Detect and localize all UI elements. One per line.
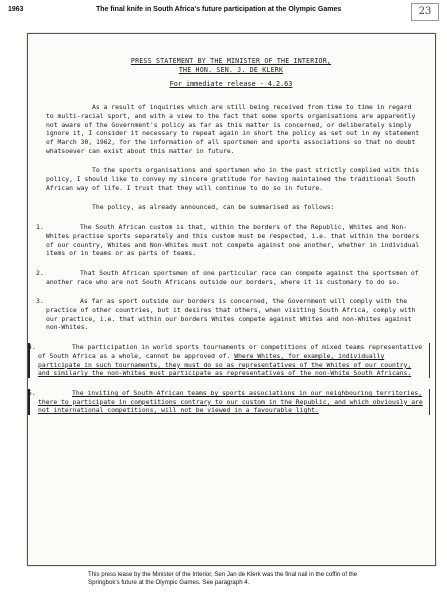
item-text-underlined: Where Whites, for example, individually participate in such tournaments, they must do so as representatives of the Whites of our country, and similarly the non-Whites must participate as representatives of the non-White South Africans. xyxy=(38,351,412,378)
item-text xyxy=(38,389,425,415)
item-number: 5. xyxy=(28,388,36,397)
header-year: 1963 xyxy=(8,6,24,13)
policy-item-4 xyxy=(28,343,430,378)
policy-item-3 xyxy=(36,297,422,332)
item-text-underlined: The inviting of South African teams by sports associations in our neighbouring territories, there to participate in competitions contrary to our custom in the Republic, and which obviously are not international competitions, will not be viewed in a favourable light. xyxy=(38,388,423,415)
release-line xyxy=(36,80,426,89)
press-statement xyxy=(28,43,426,426)
item-text-plain: The participation in world sports tournaments or competitions of mixed teams representative of South Africa as a whole, cannot be approved of. xyxy=(38,343,423,360)
intro-paragraph-2: To the sports organisations and sportsmen who in the past strictly complied with this policy, I should like to convey my sincere gratitude for having maintained the traditional South African way of life. I trust that they will continue to do so in future. xyxy=(46,166,420,192)
release-date: For immediate release - 4.2.63 xyxy=(169,80,293,89)
intro-paragraph-1: As a result of inquiries which are still being received from time to time in regard to multi-racial sport, and with a view to the fact that some sports organisations are apparently not aware of the Government's policy as far as this matter is concerned, or deliberately simply ignore it, I consider it necessary to repeat again in short the policy as set out in my statement of March 30, 1962, for the information of all sportsmen and sports associations so that no doubt whatsoever can exist about this matter in future. xyxy=(46,103,420,155)
policy-item-1 xyxy=(36,223,422,258)
item-text: That South African sportsmen of one particular race can compete against the sportsmen of another race who are not South Africans outside our borders, where it is customary to do so. xyxy=(46,268,419,286)
statement-title-line-2: THE HON. SEN. J. DE KLERK xyxy=(178,65,284,74)
item-number: 1. xyxy=(36,223,44,232)
policy-item-2 xyxy=(36,268,422,286)
policy-item-5 xyxy=(28,389,430,415)
page-number: 23 xyxy=(411,3,439,21)
intro-paragraph-3: The policy, as already announced, can be summarised as follows: xyxy=(92,203,335,212)
item-number: 3. xyxy=(36,297,44,306)
item-text: As far as sport outside our borders is concerned, the Government will comply with the practice of other countries, but it desires that others, when visiting South Africa, comply with our practice, i.e. that within our borders Whites compete against Whites and non-Whites against non-Whites. xyxy=(46,297,416,332)
item-number: 4. xyxy=(28,343,36,352)
item-text: The South African custom is that, within the borders of the Republic, Whites and Non-Whites practise sports separately and this custom must be respected, i.e. that within the borders of our country, Whites and Non-Whites must not compete against one another, whether in individual items or in teams or as parts of teams. xyxy=(46,223,420,258)
photo-caption: This press lease by the Minister of the Interior, Sen Jan de Klerk was the final nail in the coffin of the Springbok's future at the Olympic Games. See paragraph 4. xyxy=(88,571,358,586)
item-text xyxy=(38,343,425,378)
statement-title-line-1: PRESS STATEMENT BY THE MINISTER OF THE INTERIOR, xyxy=(130,57,332,65)
statement-title xyxy=(36,57,426,74)
header-title: The final knife in South Africa's future participation at the Olympic Games xyxy=(96,6,342,13)
item-number: 2. xyxy=(36,268,44,277)
